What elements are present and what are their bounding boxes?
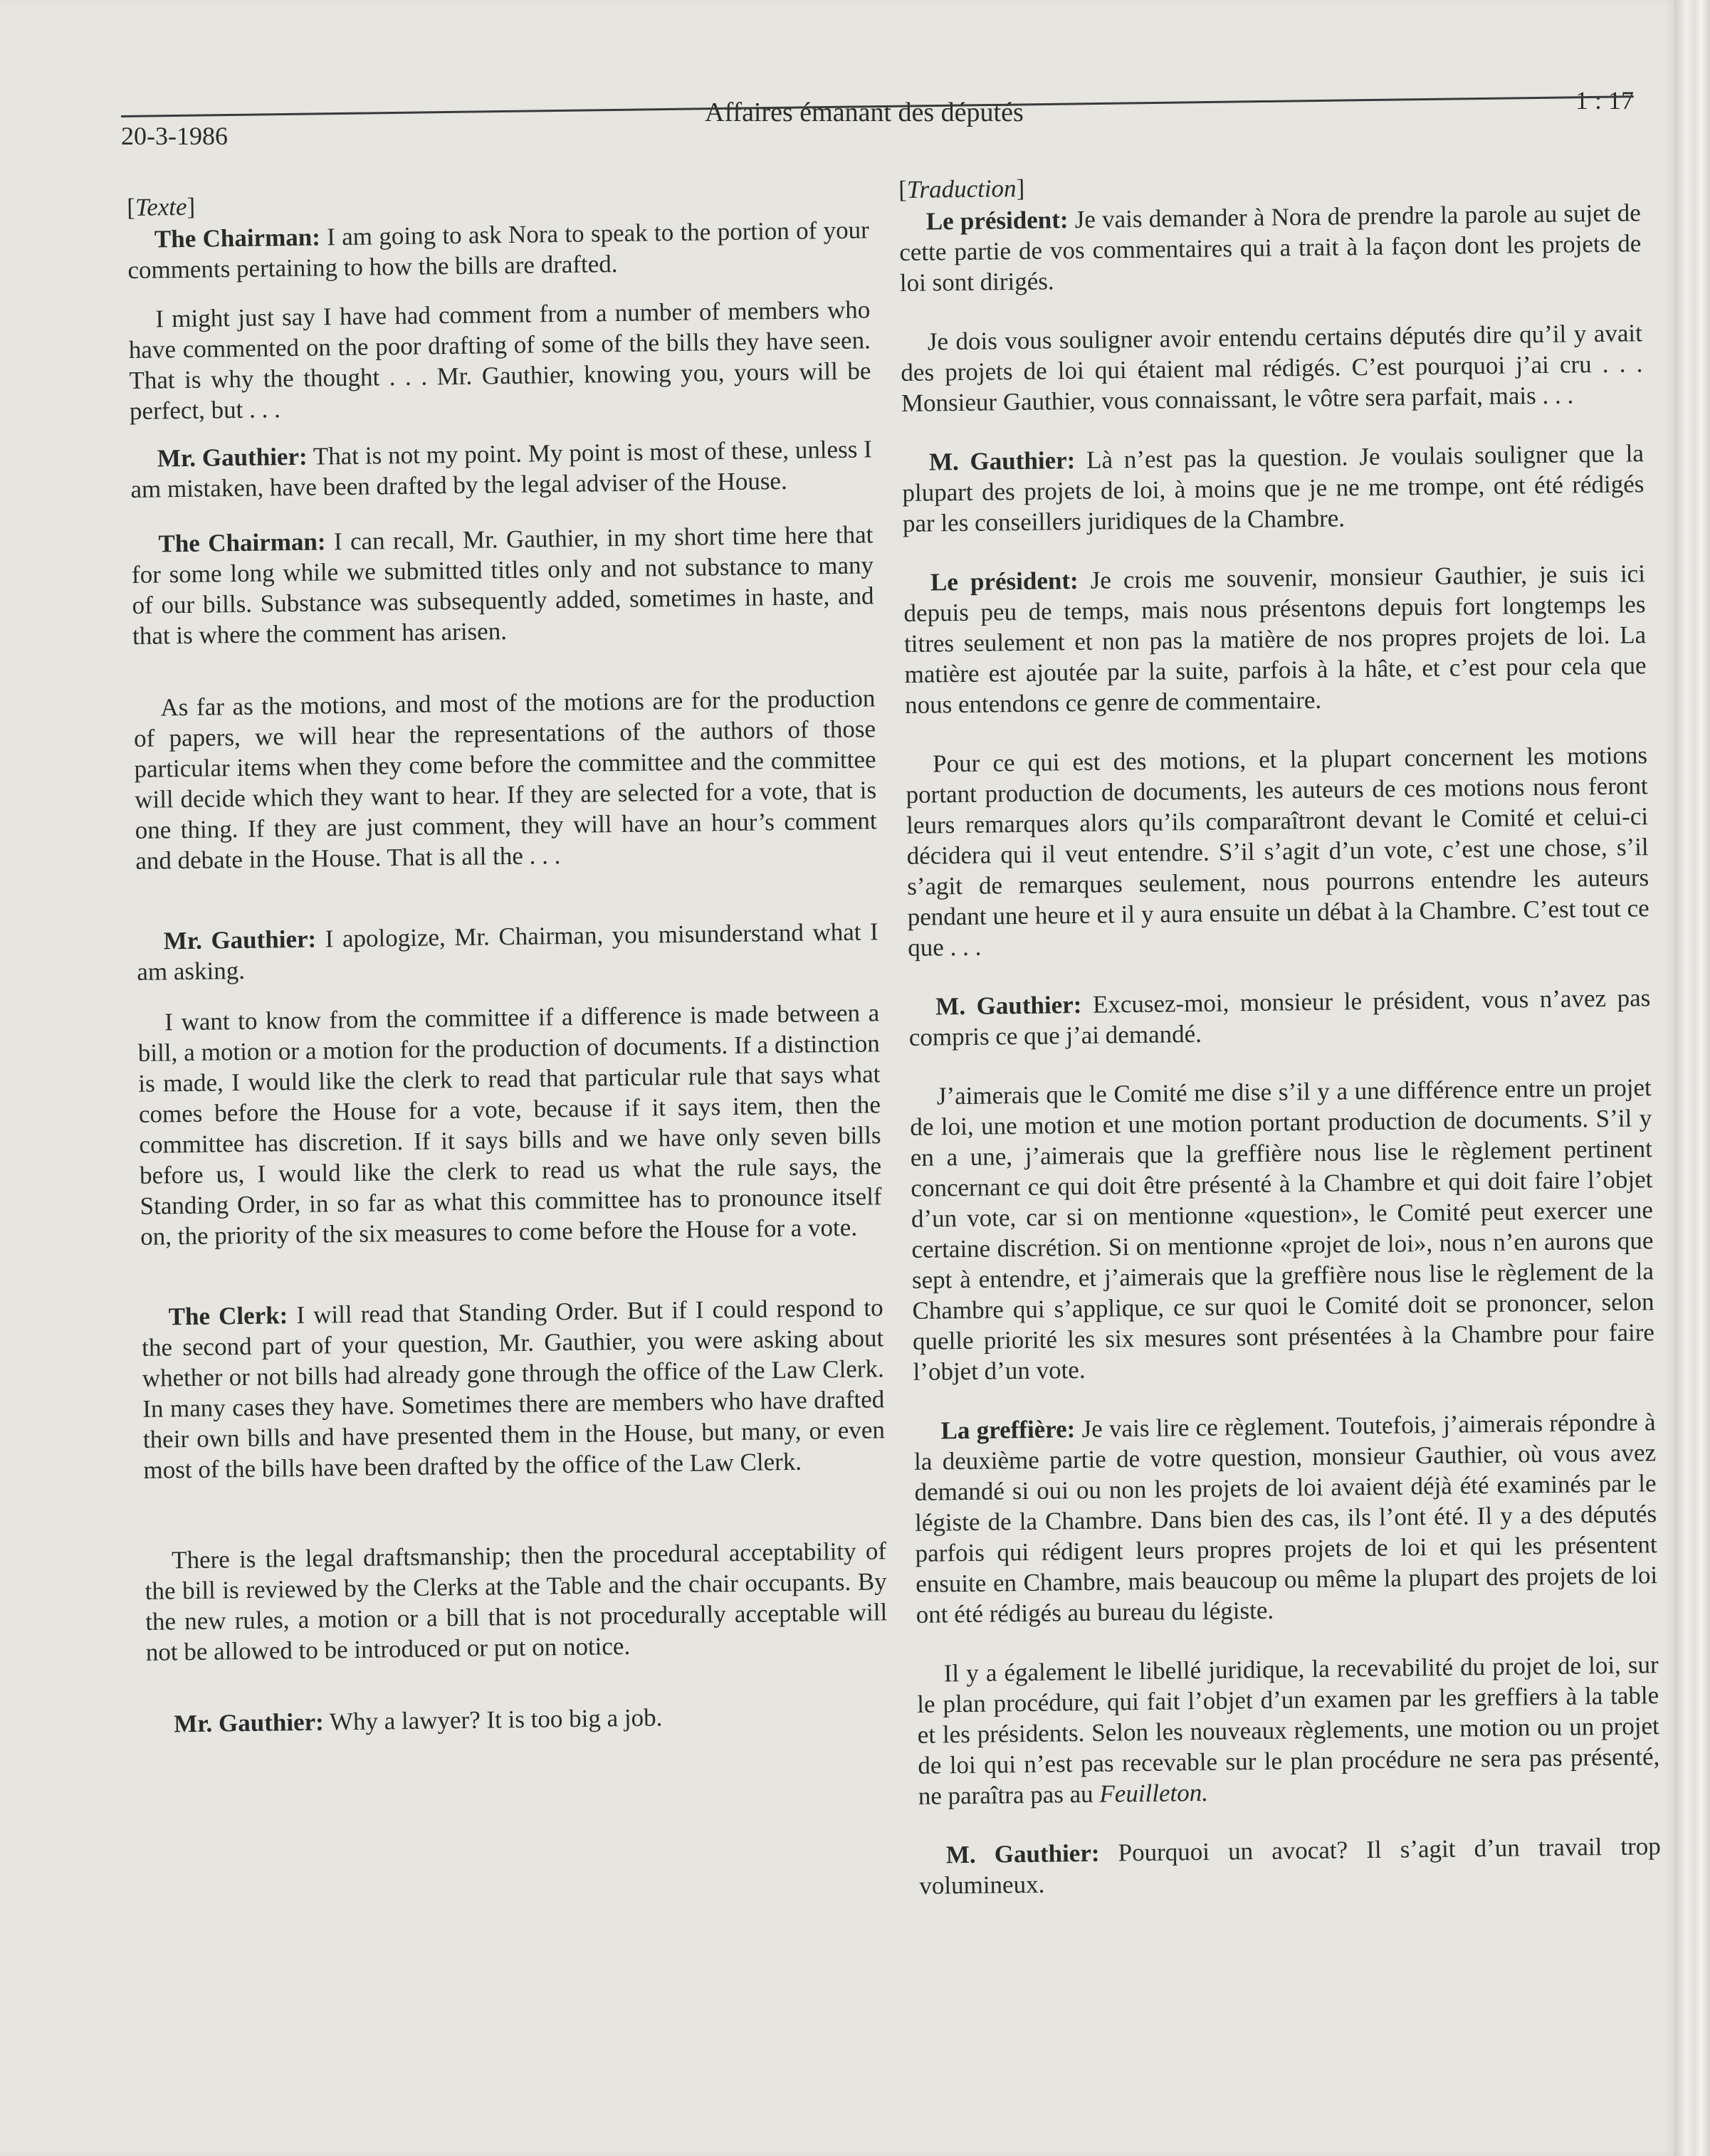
paragraph — [913, 1406, 1658, 1630]
speaker-name: Le président: — [930, 566, 1079, 596]
section-label-text: [Texte] — [127, 192, 196, 221]
feuilleton-italic: Feuilleton. — [1099, 1778, 1209, 1808]
speaker-name: La greffière: — [940, 1415, 1076, 1445]
paragraph-text: Là n’est pas la question. Je voulais souligner que la plupart des projets de loi, à moins que je ne me trompe, ont été rédigés par les conseillers juridiques de la Chambre. — [902, 439, 1645, 537]
page-header — [121, 85, 1634, 149]
section-label-traduction-value: Traduction — [906, 174, 1017, 204]
paragraph — [141, 1292, 885, 1485]
paragraph-text: Il y a également le libellé juridique, la recevabilité du projet de loi, sur le plan procédure, qui fait l’objet d’un examen par les greffiers à la table et les présidents. Selon les nouveaux règlements, une motion ou un projet de loi qui n’est pas recevable sur le plan procédure ne sera pas présenté, ne paraîtra pas au — [917, 1651, 1660, 1810]
paragraph-text: Je dois vous souligner avoir entendu certains députés dire qu’il y avait des projets de loi qui étaient mal rédigés. C’est pourquoi j’ai cru . . . Monsieur Gauthier, vous connaissant, le vôtre sera parfait, mais . . . — [901, 319, 1643, 417]
paragraph-text: As far as the motions, and most of the motions are for the production of papers, we will hear the representations of the authors of those particular items when they come before the committee and the committee will decide which they want to hear. If they are selected for a vote, that is one thing. If they are just comment, they will have an hour’s comment and debate in the House. That is all the . . . — [133, 684, 877, 875]
paragraph — [133, 683, 877, 876]
paragraph — [147, 1699, 888, 1740]
speaker-name: The Clerk: — [168, 1301, 288, 1331]
speaker-name: M. Gauthier: — [935, 990, 1082, 1021]
paragraph — [901, 317, 1643, 419]
paragraph-text: Pourquoi un avocat? Il s’agit d’un travail trop volumineux. — [919, 1832, 1662, 1900]
paragraph-text: There is the legal draftsmanship; then the procedural acceptability of the bill is reviewed by the Clerks at the Table and the chair occupants. By the new rules, a motion or a bill that is not procedurally acceptable will not be allowed to be introduced or put on notice. — [145, 1537, 888, 1666]
french-column — [898, 165, 1662, 1901]
paragraph-text: I will read that Standing Order. But if I could respond to the second part of your question, Mr. Gauthier, you were asking about whether or not bills had already gone through the office of the Law Clerk. In many cases they have. Sometimes there are members who have drafted their own bills and have presented them in the House, but many, or even most of the bills have been drafted by the office of the Law Clerk. — [141, 1293, 886, 1484]
paragraph — [145, 1535, 888, 1668]
paragraph — [908, 982, 1651, 1053]
header-title: Affaires émanant des députés — [705, 98, 1024, 127]
page-edge — [1674, 0, 1710, 2156]
speaker-name: M. Gauthier: — [945, 1839, 1100, 1869]
paragraph-text: Je vais lire ce règlement. Toutefois, j’aimerais répondre à la deuxième partie de votre question, monsieur Gauthier, où vous avez demandé si oui ou non les projets de loi avaient déjà été examinés par le légiste de la Chambre. Dans bien des cas, ils l’ont été. Il y a des députés parfois qui rédigent leurs propres projets de loi et qui les présentent ensuite en Chambre, mais beaucoup ou même la plupart des projets de loi ont été rédigés au bureau du légiste. — [913, 1408, 1658, 1629]
speaker-name: Mr. Gauthier: — [173, 1708, 325, 1738]
paragraph-text: I apologize, Mr. Chairman, you misunderstand what I am asking. — [137, 917, 878, 986]
paragraph — [902, 438, 1645, 539]
paragraph — [128, 294, 871, 426]
header-date: 20-3-1986 — [121, 122, 228, 150]
speaker-name: Mr. Gauthier: — [157, 442, 308, 473]
section-label-text-value: Texte — [135, 192, 187, 221]
paragraph-text: I can recall, Mr. Gauthier, in my short time here that for some long while we submitted titles only and not substance to many of our bills. Substance was subsequently added, sometimes in haste, and that is where the comment has arisen. — [131, 520, 874, 650]
paragraph-text: That is not my point. My point is most of these, unless I am mistaken, have been drafted by the legal adviser of the House. — [130, 435, 873, 503]
paragraph-text: Je vais demander à Nora de prendre la parole au sujet de cette partie de vos commentaires qui a trait à la façon dont les projets de loi sont dirigés. — [899, 199, 1642, 297]
paragraph-text: I might just say I have had comment from a number of members who have commented on the poor drafting of some of the bills they have seen. That is why the thought . . . Mr. Gauthier, knowing you, yours will be perfect, but . . . — [128, 295, 871, 425]
paragraph-text: Pour ce qui est des motions, et la plupart concernent les motions portant production de documents, les auteurs de ces motions nous feront leurs remarques alors qu’ils comparaîtront devant le Comité et celui-ci décidera qui il veut entendre. S’il s’agit d’un vote, c’est une chose, s’il s’agit de remarques seulement, nous pourrons entendre les auteurs pendant une heure et il y aura ensuite un débat à la Chambre. C’est tout ce que . . . — [906, 741, 1649, 962]
english-column — [127, 182, 888, 1739]
speaker-name: The Chairman: — [158, 527, 326, 558]
paragraph-text: I want to know from the committee if a difference is made between a bill, a motion or a motion for the production of documents. If a distinction is made, I would like the clerk to read that particular rule that says what comes before the House for a vote, because if it says item, then the committee has discretion. If it says bills and we have only seven bills before us, I would like the clerk to read us what the rule says, the Standing Order, in so far as what this committee has to pronounce itself on, the priority of the six measures to come before the House for a vote. — [137, 999, 882, 1251]
paragraph-text: Je crois me souvenir, monsieur Gauthier, je suis ici depuis peu de temps, mais nous présentons depuis fort longtemps les titres seulement et non pas la matière de nos propres projets de loi. La matière est ajoutée par la suite, parfois à la hâte, et c’est pour cela que nous entendons ce genre de commentaire. — [903, 559, 1647, 719]
paragraph — [916, 1649, 1660, 1811]
paragraph — [903, 558, 1647, 720]
paragraph-text: Why a lawyer? It is too big a job. — [329, 1703, 663, 1736]
paragraph — [910, 1072, 1655, 1387]
paragraph — [130, 433, 873, 505]
paragraph-text: Excusez-moi, monsieur le président, vous n’avez pas compris ce que j’ai demandé. — [908, 984, 1651, 1051]
speaker-name: The Chairman: — [154, 223, 321, 253]
paragraph-text: I am going to ask Nora to speak to the portion of your comments pertaining to how the bills are drafted. — [127, 216, 870, 284]
paragraph — [131, 519, 874, 651]
paragraph — [919, 1831, 1662, 1901]
paragraph — [899, 197, 1642, 298]
speaker-name: Mr. Gauthier: — [163, 925, 317, 955]
paragraph-text: J’aimerais que le Comité me dise s’il y a une différence entre un projet de loi, une motion et une motion portant production de documents. S’il y en a une, j’aimerais que la greffière nous lise le règlement pertinent concernant ce qui doit être présenté à la Chambre et qui doit faire l’objet d’un vote, car si on mentionne «question», le Comité peut exercer une certaine discrétion. Si on mentionne «projet de loi», nous n’en aurons que sept à entendre, et j’aimerais que la greffière nous lise le règlement de la Chambre qui s’applique, ce sur quoi le Comité doit se prononcer, selon quelle priorité les six mesures sont présentées à la Chambre pour faire l’objet d’un vote. — [910, 1073, 1655, 1386]
paragraph — [136, 916, 878, 987]
header-page-number: 1 : 17 — [1575, 86, 1634, 115]
paragraph — [906, 740, 1650, 963]
paragraph — [127, 214, 870, 285]
paragraph — [137, 997, 882, 1252]
speaker-name: Le président: — [925, 206, 1069, 236]
section-label-traduction: [Traduction] — [898, 174, 1025, 204]
speaker-name: M. Gauthier: — [928, 446, 1076, 476]
